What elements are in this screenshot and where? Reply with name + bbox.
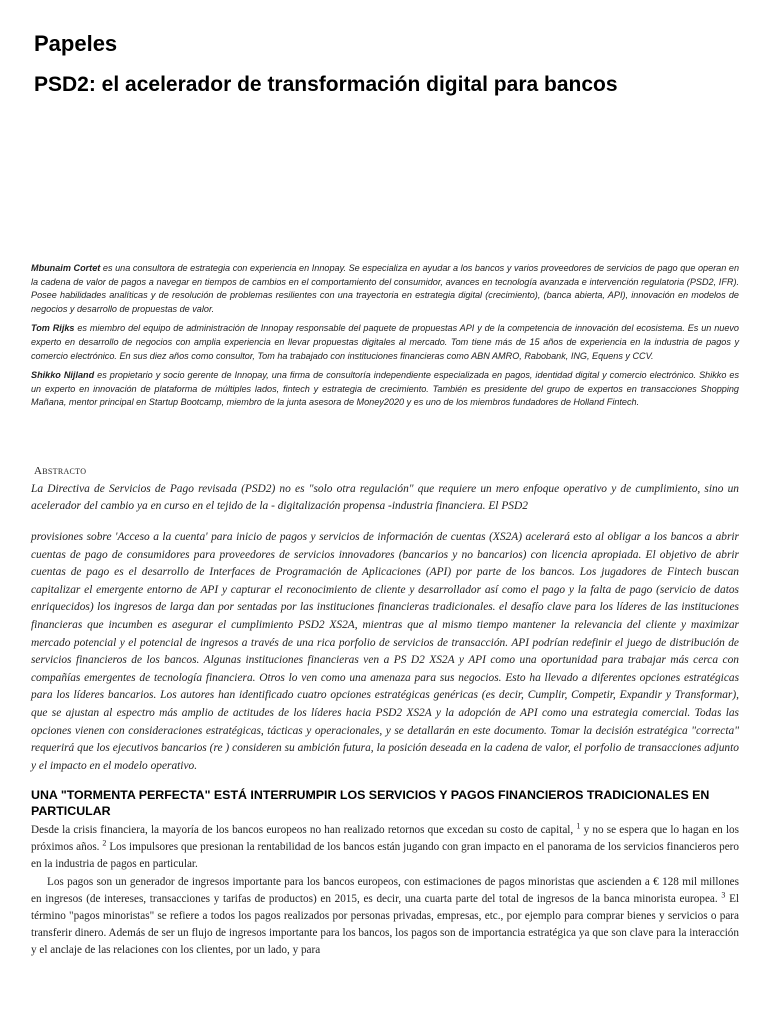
- abstract-paragraph-1: La Directiva de Servicios de Pago revisada (PSD2) no es "solo otra regulación" que requiere un mero enfoque operativo y de cumplimiento, sino un acelerador del cambio ya en curso en el tejido de la - digitalización propensa -industria financiera. El PSD2: [31, 483, 739, 512]
- author-bio-text: es una consultora de estrategia con experiencia en Innopay. Se especializa en ayudar a los bancos y varios proveedores de servicios de pago que operan en la cadena de valor de pagos a navegar en tiempos de cambios en el comportamiento del consumidor, avances en tecnología avanzada e intervención regulatoria (PSD2, IFR). Posee habilidades analíticas y de resolución de problemas resilientes con una trayectoria en estrategia digital (crecimiento), (banca abierta, API), innovación en modelos de negocios y desarrollo de propuestas de valor.: [31, 263, 740, 314]
- section-heading: UNA "TORMENTA PERFECTA" ESTÁ INTERRUMPIR LOS SERVICIOS Y PAGOS FINANCIEROS TRADICIONALES EN PARTICULAR: [31, 788, 710, 818]
- body-text-segment: Desde la crisis financiera, la mayoría de los bancos europeos no han realizado retornos que excedan su costo de capital,: [31, 824, 574, 836]
- author-name: Tom Rijks: [31, 323, 75, 334]
- page-title: PSD2: el acelerador de transformación digital para bancos: [34, 73, 618, 96]
- author-bios: [31, 262, 739, 416]
- author-bio: [31, 369, 739, 410]
- footnote-ref[interactable]: 1: [576, 821, 581, 831]
- kicker: Papeles: [34, 31, 118, 56]
- footnote-ref[interactable]: 2: [102, 838, 107, 848]
- body-text-segment: y no se espera que lo hagan en los próximos años.: [31, 824, 740, 854]
- author-bio: [31, 322, 739, 363]
- author-bio-text: es miembro del equipo de administración de Innopay responsable del paquete de propuestas API y de la competencia de innovación del ecosistema. Es un nuevo experto en desarrollo de negocios con amplia experiencia en llevar propuestas digitales al mercado. Tom tiene más de 15 años de experiencia en la industria de pagos y comercio electrónico. En sus diez años como consultor, Tom ha trabajado con instituciones financieras como ABN AMRO, Rabobank, ING, Equens y CCV.: [31, 323, 739, 361]
- body-text-segment: Los pagos son un generador de ingresos importante para los bancos europeos, con estimaciones de pagos minoristas que ascienden a € 128 mil millones en ingresos (de intereses, transacciones y tarifas de productos) en 2015, es decir, una cuarta parte del total de ingresos de la banca minorista europea.: [31, 875, 739, 905]
- abstract-heading: Abstracto: [34, 465, 87, 477]
- author-bio: [31, 262, 739, 316]
- footnote-ref[interactable]: 3: [721, 890, 726, 900]
- body-text-segment: El término "pagos minoristas" se refiere a todos los pagos realizados por personas privadas, empresas, etc., por ejemplo para comprar bienes y servicios o para transferir dinero. Además de ser un flujo de ingresos importante para los bancos, los pagos son de importancia estratégica ya que son clave para la interacción y el anclaje de las relaciones con los clientes, por un lado, y para: [31, 892, 740, 957]
- body-paragraph-2: [31, 874, 739, 960]
- author-name: Shikko Nijland: [31, 370, 95, 381]
- author-name: Mbunaim Cortet: [31, 263, 101, 273]
- abstract-paragraph-2: provisiones sobre 'Acceso a la cuenta' para inicio de pagos y servicios de información de cuentas (XS2A) acelerará esto al obligar a los bancos a abrir cuentas de pago de consumidores para proveedores de servicios innovadores (bancarios y no bancarios) con licencia apropiada. El objetivo de abrir cuentas de pago es el desarrollo de Interfaces de Programación de Aplicaciones (API) por parte de los bancos. Los jugadores de Fintech buscan capitalizar el emergente entorno de API y capturar el reconocimiento de cliente y desarrollador así como el pago y la falta de pago (servicio de datos enriquecidos) los ingresos de larga dan por sentadas por las instituciones financieras tradicionales. el desafío clave para los líderes de las instituciones financieras que incumben es asegurar el cumplimiento PSD2 XS2A, mientras que al mismo tiempo mantener la relevancia del cliente y maximizar mercado potencial y el potencial de ingresos a través de una rica porfolio de servicios de transacción. API podrían redefinir el juego de distribución de servicios financieros de los bancos. Algunas instituciones financieras ven a PS D2 XS2A y API como una oportunidad para trabajar más cerca con compañías emergentes de tecnología financiera. Otros lo ven como una amenaza para sus negocios. Esto ha llevado a diferentes opciones estratégicas para los líderes bancarios. Los autores han identificado cuatro opciones estratégicas genéricas (es decir, Cumplir, Competir, Expandir y Transformar), que se ajustan al espectro más amplio de actitudes de los líderes hacia PSD2 XS2A y la adopción de API como una estrategia comercial. Todas las opciones vienen con consideraciones estratégicas, tácticas y operacionales, y se detallarán en este documento. Tomar la decisión estratégica "correcta" requerirá que los ejecutivos bancarios (re ) consideren su ambición futura, la posición deseada en la cadena de valor, el porfolio de transacciones adjunto y el impacto en el modelo operativo.: [31, 531, 739, 772]
- body-text: [31, 822, 739, 960]
- body-paragraph-1: [31, 822, 739, 874]
- body-text-segment: Los impulsores que presionan la rentabilidad de los bancos están jugando con gran impacto en el panorama de los servicios financieros pero en la industria de pagos en particular.: [31, 841, 740, 871]
- author-bio-text: es propietario y socio gerente de Innopay, una firma de consultoría independiente especializada en pagos, identidad digital y comercio electrónico. Shikko es un experto en innovación de plataforma de múltiples lados, fintech y estrategia de crecimiento. También es presidente del grupo de expertos en transacciones Shopping Mañana, mentor principal en Startup Bootcamp, miembro de la junta asesora de Money2020 y es uno de los miembros fundadores de Holland Fintech.: [31, 370, 739, 408]
